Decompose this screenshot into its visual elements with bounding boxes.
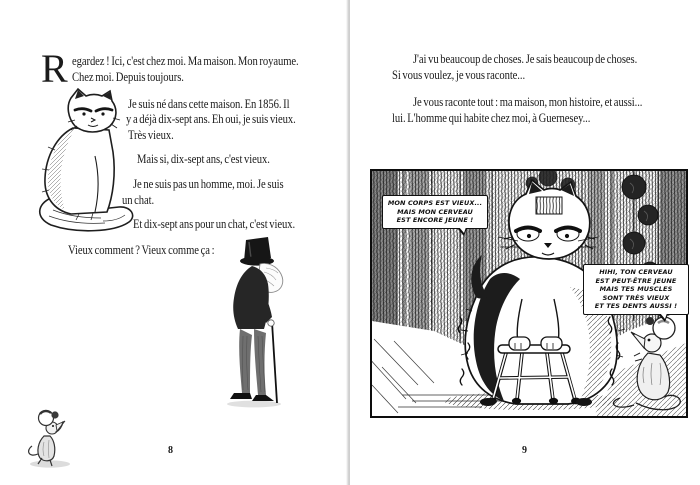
page-number-right: 9: [522, 445, 527, 456]
mouse-illustration: [22, 406, 78, 472]
mouse-speech-bubble: [583, 264, 689, 315]
paragraph-line: Très vieux.: [128, 128, 174, 142]
bubble-line: EST ENCORE JEUNE !: [396, 216, 474, 225]
bubble-line: ET TES DENTS AUSSI !: [594, 302, 678, 311]
paragraph-line: Je suis né dans cette maison. En 1856. Il: [128, 97, 290, 111]
paragraph-line: lui. L'homme qui habite chez moi, à Guernesey...: [392, 111, 591, 125]
paragraph-line: Chez moi. Depuis toujours.: [72, 70, 184, 84]
paragraph-line: Je ne suis pas un homme, moi. Je suis: [133, 177, 284, 191]
paragraph-line: Si vous voulez, je vous raconte...: [392, 68, 526, 82]
bubble-line: SONT TRÈS VIEUX: [602, 293, 670, 302]
paragraph-line: egardez ! Ici, c'est chez moi. Ma maison. Mon royaume.: [72, 54, 299, 68]
paragraph-line: Mais si, dix-sept ans, c'est vieux.: [137, 152, 270, 166]
page-number-left: 8: [168, 445, 173, 456]
paragraph-line: un chat.: [122, 193, 155, 207]
page-left: [0, 0, 349, 485]
cat-speech-bubble: [382, 195, 488, 229]
page-right: [350, 0, 700, 485]
grumpy-cat-illustration: [33, 86, 141, 233]
paragraph-line: Vieux comment ? Vieux comme ça :: [68, 243, 215, 257]
bubble-line: MAIS TES MUSCLES: [599, 285, 673, 294]
paragraph-line: Et dix-sept ans pour un chat, c'est vieux.: [133, 217, 296, 231]
bubble-line: EST PEUT-ÊTRE JEUNE: [595, 276, 677, 285]
bubble-line: MON CORPS EST VIEUX...: [387, 199, 483, 207]
paragraph-line: y a déjà dix-sept ans. Eh oui, je suis vieux.: [126, 112, 296, 126]
paragraph-line: Je vous raconte tout : ma maison, mon histoire, et aussi...: [413, 95, 643, 109]
drop-cap: R: [41, 46, 68, 91]
bubble-line: HIHI, TON CERVEAU: [599, 268, 673, 276]
old-man-illustration: [216, 236, 296, 416]
paragraph-line: J'ai vu beaucoup de choses. Je sais beaucoup de choses.: [413, 52, 638, 66]
comic-panel: [370, 169, 688, 418]
bubble-line: MAIS MON CERVEAU: [397, 207, 473, 216]
